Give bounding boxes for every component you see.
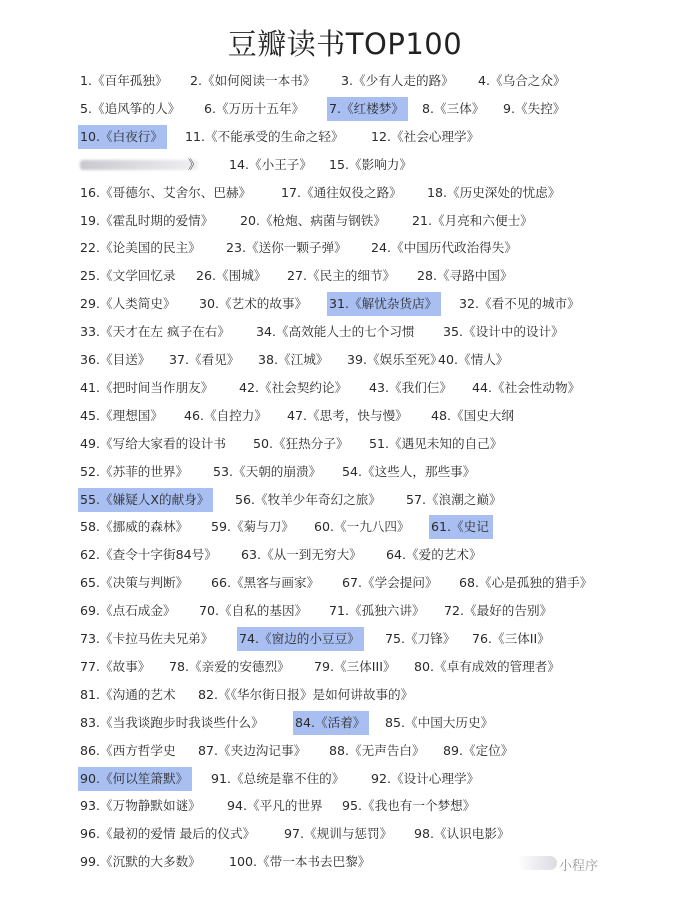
book-entry: 75.《刀锋》 [385, 631, 456, 646]
book-entry: 28.《寻路中国》 [417, 268, 513, 284]
book-entry: 71.《孤独六讲》 [329, 603, 425, 619]
book-entry: 56.《牧羊少年奇幻之旅》 [235, 491, 381, 507]
book-entry: 99.《沉默的大多数》 [80, 854, 201, 870]
book-entry: 34.《高效能人士的七个习惯 [256, 324, 415, 340]
book-entry: 29.《人类简史》 [80, 296, 176, 312]
book-entry: 100.《带一本书去巴黎》 [229, 854, 371, 870]
book-entry: 36.《目送》 [80, 352, 151, 367]
book-entry: 6.《万历十五年》 [204, 100, 305, 116]
book-entry: 76.《三体II》 [472, 631, 550, 646]
book-entry: 73.《卡拉马佐夫兄弟》 [80, 631, 214, 646]
book-entry: 44.《社会性动物》 [472, 379, 581, 395]
book-entry: 96.《最初的爱情 最后的仪式》 [80, 826, 256, 842]
book-entry: 38.《江城》 [258, 352, 329, 367]
book-entry: 17.《通往奴役之路》 [281, 184, 402, 200]
book-entry: 85.《中国大历史》 [385, 714, 494, 730]
book-entry: 32.《看不见的城市》 [459, 296, 580, 312]
redacted-entry-bar [80, 160, 198, 170]
book-entry: 84.《活着》 [293, 711, 369, 735]
book-entry: 11.《不能承受的生命之轻》 [185, 128, 344, 144]
book-entry: 39.《娱乐至死》 [347, 352, 443, 367]
book-entry: 61.《史记 [429, 515, 493, 539]
book-entry: 47.《思考，快与慢》 [287, 407, 408, 423]
book-entry: 95.《我也有一个梦想》 [342, 798, 476, 814]
book-entry: 63.《从一到无穷大》 [241, 547, 362, 563]
book-entry: 55.《嫌疑人X的献身》 [78, 488, 213, 512]
book-entry: 26.《围城》 [196, 268, 267, 284]
book-entry: 86.《西方哲学史 [80, 742, 176, 758]
book-entry: 62.《查令十字街84号》 [80, 547, 217, 563]
book-entry: 94.《平凡的世界 [227, 798, 323, 814]
book-entry: 48.《国史大纲 [431, 407, 514, 423]
book-entry: 54.《这些人，那些事》 [342, 463, 476, 479]
book-entry: 40.《情人》 [438, 352, 509, 367]
book-entry: 97.《规训与惩罚》 [284, 826, 393, 842]
watermark-text: 小程序 [559, 859, 599, 874]
book-entry: 4.《乌合之众》 [478, 73, 566, 88]
book-entry: 24.《中国历代政治得失》 [371, 240, 517, 256]
book-entry: 33.《天才在左 疯子在右》 [80, 324, 230, 340]
book-entry: 12.《社会心理学》 [371, 128, 480, 144]
book-entry: 10.《白夜行》 [78, 125, 167, 149]
page-title: 豆瓣读书TOP100 [227, 27, 463, 61]
book-entry: 79.《三体III》 [314, 658, 396, 674]
book-entry: 31.《解忧杂货店》 [327, 292, 441, 316]
book-entry: 58.《挪威的森林》 [80, 519, 189, 535]
book-entry: 46.《自控力》 [184, 407, 267, 423]
book-entry: 83.《当我谈跑步时我谈些什么》 [80, 714, 264, 730]
book-entry: 59.《菊与刀》 [211, 519, 294, 535]
book-entry: 21.《月亮和六便士》 [412, 212, 533, 228]
book-entry: 9.《失控》 [503, 100, 566, 116]
book-entry: 45.《理想国》 [80, 407, 163, 423]
book-entry: 16.《哥德尔、艾舍尔、巴赫》 [80, 184, 252, 200]
book-entry: 19.《霍乱时期的爱情》 [80, 212, 214, 228]
book-entry: 53.《天朝的崩溃》 [213, 463, 322, 479]
book-entry: 51.《遇见未知的自己》 [369, 435, 503, 451]
book-entry: 41.《把时间当作朋友》 [80, 379, 214, 395]
book-entry: 88.《无声告白》 [329, 742, 425, 758]
book-entry: 27.《民主的细节》 [287, 268, 396, 284]
book-entry: 81.《沟通的艺术 [80, 686, 176, 702]
book-entry: 92.《设计心理学》 [371, 770, 480, 786]
book-entry: 93.《万物静默如谜》 [80, 798, 201, 814]
book-entry: 66.《黑客与画家》 [211, 575, 320, 591]
book-entry: 8.《三体》 [422, 100, 485, 116]
book-entry: 72.《最好的告别》 [444, 603, 553, 619]
book-entry: 20.《枪炮、病菌与钢铁》 [240, 212, 386, 228]
book-entry: 18.《历史深处的忧虑》 [427, 184, 561, 200]
book-entry: 25.《文学回忆录 [80, 268, 176, 284]
book-entry: 82.《《华尔街日报》是如何讲故事的》 [198, 686, 414, 702]
book-entry: 52.《苏菲的世界》 [80, 463, 189, 479]
book-entry: 67.《学会提问》 [342, 575, 438, 591]
book-entry: 50.《狂热分子》 [253, 435, 349, 451]
book-entry: 90.《何以笙箫默》 [78, 767, 192, 791]
book-entry: 》 [188, 156, 201, 172]
book-entry: 22.《论美国的民主》 [80, 240, 201, 256]
book-entry: 5.《追风筝的人》 [80, 100, 181, 116]
mini-program-watermark [517, 851, 637, 877]
book-entry: 30.《艺术的故事》 [199, 296, 308, 312]
book-entry: 35.《设计中的设计》 [443, 324, 564, 340]
book-entry: 87.《夹边沟记事》 [198, 742, 307, 758]
book-entry: 69.《点石成金》 [80, 603, 176, 619]
book-entry: 65.《决策与判断》 [80, 575, 189, 591]
book-entry: 60.《一九八四》 [314, 519, 410, 535]
book-entry: 15.《影响力》 [329, 156, 412, 172]
book-entry: 91.《总统是靠不住的》 [211, 770, 345, 786]
book-entry: 1.《百年孤独》 [80, 73, 168, 88]
book-entry: 7.《红楼梦》 [327, 97, 408, 121]
book-entry: 3.《少有人走的路》 [341, 73, 454, 88]
book-entry: 64.《爱的艺术》 [386, 547, 482, 563]
book-entry: 43.《我们仨》 [369, 379, 452, 395]
watermark-pill-icon [517, 856, 557, 870]
book-entry: 14.《小王子》 [229, 156, 312, 172]
book-entry: 78.《亲爱的安德烈》 [169, 658, 290, 674]
book-entry: 68.《心是孤独的猎手》 [459, 575, 593, 591]
book-entry: 77.《故事》 [80, 658, 151, 674]
book-entry: 70.《自私的基因》 [199, 603, 308, 619]
book-entry: 42.《社会契约论》 [239, 379, 348, 395]
book-entry: 80.《卓有成效的管理者》 [414, 658, 560, 674]
book-entry: 74.《窗边的小豆豆》 [237, 627, 364, 651]
book-entry: 57.《浪潮之巅》 [406, 491, 502, 507]
book-entry: 49.《写给大家看的设计书 [80, 435, 226, 451]
book-entry: 23.《送你一颗子弹》 [226, 240, 347, 256]
book-entry: 89.《定位》 [443, 742, 514, 758]
book-entry: 2.《如何阅读一本书》 [190, 73, 316, 88]
book-entry: 98.《认识电影》 [414, 826, 510, 842]
book-entry: 37.《看见》 [169, 352, 240, 367]
